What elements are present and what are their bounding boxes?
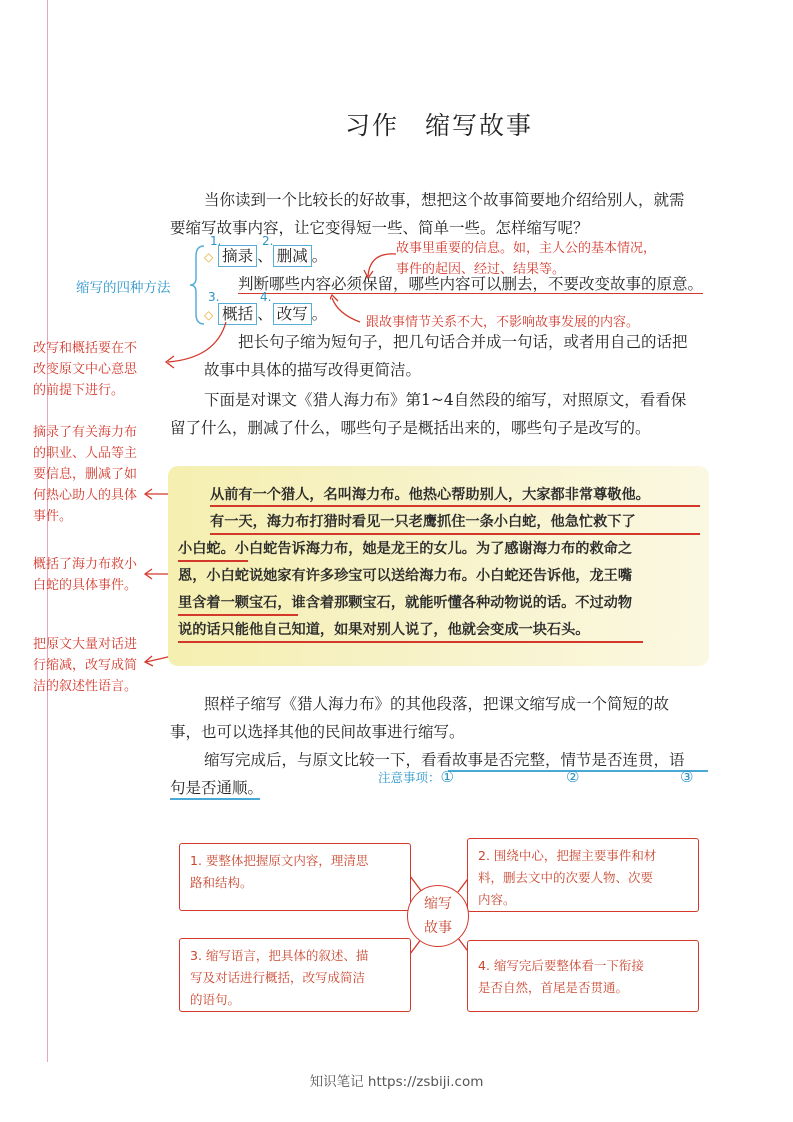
judge-keep: 判断哪些内容必须保留， [238, 275, 409, 293]
compare-line-1: 下面是对课文《猎人海力布》第1~4自然段的缩写，对照原文，看看保 [204, 391, 687, 409]
note-important-info-1: 故事里重要的信息。如，主人公的基本情况， [396, 241, 657, 256]
story-line-2: 有一天，海力布打猎时看见一只老鹰抓住一条小白蛇，他急忙救下了 [210, 514, 636, 530]
story-line-6: 说的话只能他自己知道，如果对别人说了，他就会变成一块石头。 [178, 622, 590, 638]
center-topic-line-1: 缩写 [424, 896, 452, 912]
page-title [345, 106, 533, 142]
title-part2: 缩写故事 [425, 111, 534, 140]
method-end: 。 [311, 305, 328, 323]
methods-side-label: 缩写的四种方法 [76, 280, 171, 296]
note-line: 白蛇的具体事件。 [33, 578, 138, 593]
task-line-3: 缩写完成后，与原文比较一下，看看故事是否完整，情节是否连贯，语 [204, 751, 685, 769]
underline [178, 560, 248, 562]
tip-box-1 [179, 843, 411, 911]
tip-box-3 [179, 938, 411, 1012]
note-left-rewrite [33, 338, 137, 401]
tip-line: 4. 缩写完后要整体看一下衔接 [478, 958, 644, 973]
intro-line-1: 当你读到一个比较长的好故事，想把这个故事简要地介绍给别人，就需 [204, 191, 685, 209]
para2-line-2: 故事中具体的描写改得更简洁。 [204, 361, 422, 379]
footer-watermark: 知识笔记 https://zsbiji.com [309, 1074, 484, 1090]
judge-delete: 哪些内容可以删去， [408, 275, 549, 293]
note-num-2: ② [566, 768, 580, 786]
judge-keep-meaning: 不要改变故事的原意。 [548, 275, 704, 293]
methods-row-1 [204, 234, 328, 271]
arrow-to-left-note [150, 318, 240, 378]
arrow-to-keep [356, 246, 406, 286]
notes-label-text: 注意事项： [378, 770, 441, 785]
diamond-icon: ◇ [204, 250, 214, 264]
center-topic-circle [407, 885, 469, 947]
judge-line [238, 270, 703, 298]
tip-line: 是否自然，首尾是否贯通。 [478, 980, 629, 995]
method-rewrite: 改写 [273, 303, 312, 325]
method-summarize: 概括 [218, 303, 257, 325]
tip-line: 内容。 [478, 892, 516, 907]
underline [210, 533, 700, 535]
note-line: 行缩减，改写成简 [33, 658, 138, 673]
underline [178, 614, 298, 616]
intro-line-2: 要缩写故事内容，让它变得短一些、简单一些。怎样缩写呢？ [170, 219, 589, 237]
tip-line: 写及对话进行概括，改写成简洁 [190, 970, 366, 985]
note-line: 事件。 [33, 509, 73, 524]
method-num-2: 2. [262, 234, 274, 248]
method-delete: 删减 [273, 245, 312, 267]
note-line: 洁的叙述性语言。 [33, 679, 138, 694]
note-num-3: ③ [680, 768, 694, 786]
underline [170, 798, 260, 800]
story-line-5: 里含着一颗宝石，谁含着那颗宝石，就能听懂各种动物说的话。不过动物 [178, 595, 633, 611]
tip-line: 路和结构。 [190, 875, 253, 890]
task-line-2: 事，也可以选择其他的民间故事进行缩写。 [170, 723, 465, 741]
note-left-dialogue [33, 634, 137, 697]
note-left-excerpt [33, 422, 137, 527]
compare-line-2: 留了什么，删减了什么，哪些句子是概括出来的，哪些句子是改写的。 [170, 419, 651, 437]
note-line: 改变原文中心意思 [33, 362, 138, 377]
note-line: 的职业、人品等主 [33, 446, 138, 461]
method-num-3: 3. [208, 290, 220, 304]
note-line: 改写和概括要在不 [33, 341, 138, 356]
method-num-1: 1. [210, 234, 222, 248]
story-line-4: 恩，小白蛇说她家有许多珍宝可以送给海力布。小白蛇还告诉他，龙王嘴 [178, 568, 633, 584]
method-sep: 、 [257, 305, 273, 323]
underline [178, 641, 643, 643]
para2-line-1: 把长句子缩为短句子，把几句话合并成一句话，或者用自己的话把 [238, 333, 688, 351]
note-line: 摘录了有关海力布 [33, 425, 138, 440]
note-left-summarize [33, 554, 137, 596]
tip-box-4 [467, 940, 699, 1012]
tip-line: 的语句。 [190, 992, 241, 1007]
method-excerpt: 摘录 [218, 245, 257, 267]
tip-line: 料，删去文中的次要人物、次要 [478, 870, 654, 885]
note-line: 要信息，删减了如 [33, 467, 138, 482]
tip-line: 3. 缩写语言，把具体的叙述、描 [190, 948, 369, 963]
task-line-4: 句是否通顺。 [170, 779, 264, 797]
note-line: 概括了海力布救小 [33, 557, 138, 572]
note-line: 何热心助人的具体 [33, 488, 138, 503]
tip-line: 2. 围绕中心，把握主要事件和材 [478, 848, 657, 863]
task-line-1: 照样子缩写《猎人海力布》的其他段落，把课文缩写成一个简短的故 [204, 695, 670, 713]
note-line: 的前提下进行。 [33, 383, 125, 398]
tip-box-2 [467, 838, 699, 912]
method-end: 。 [311, 247, 328, 265]
story-line-3: 小白蛇。小白蛇告诉海力布，她是龙王的女儿。为了感谢海力布的救命之 [178, 541, 633, 557]
note-unimportant: 跟故事情节关系不大，不影响故事发展的内容。 [366, 315, 640, 330]
title-part1: 习作 [345, 111, 400, 140]
tip-line: 1. 要整体把握原文内容，理清思 [190, 853, 369, 868]
note-num-1: ① [440, 768, 454, 786]
method-num-4: 4. [260, 290, 272, 304]
center-topic-line-2: 故事 [424, 920, 452, 936]
notes-label [378, 768, 454, 786]
note-important-info-2: 事件的起因、经过、结果等。 [396, 262, 566, 277]
story-line-1: 从前有一个猎人，名叫海力布。他热心帮助别人，大家都非常尊敬他。 [210, 487, 650, 503]
diamond-icon: ◇ [204, 308, 214, 322]
note-line: 把原文大量对话进 [33, 637, 138, 652]
margin-line [47, 0, 48, 1062]
underline [210, 505, 700, 507]
method-sep: 、 [257, 247, 273, 265]
